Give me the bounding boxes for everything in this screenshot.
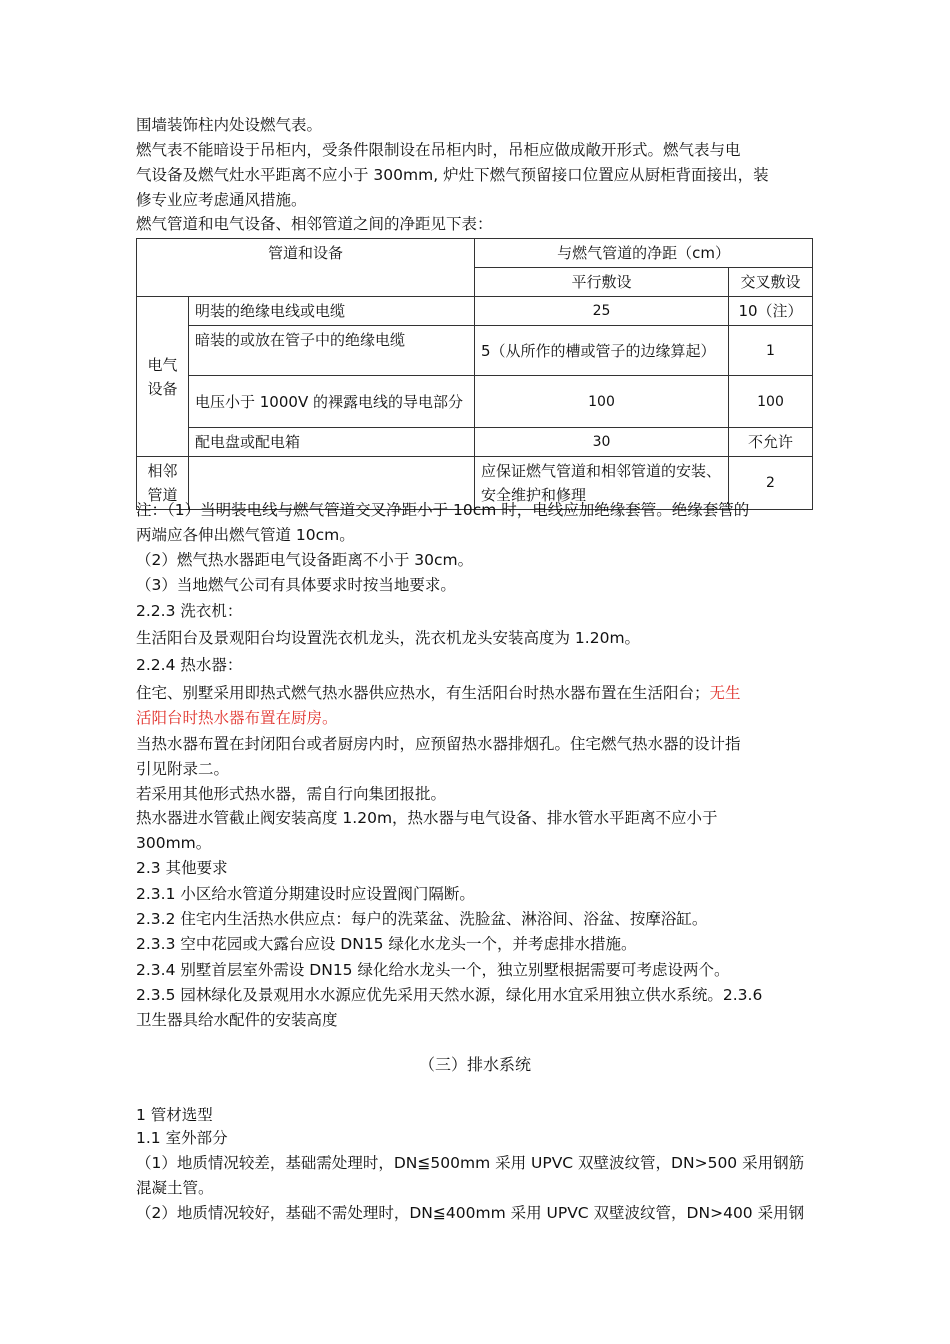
- row-item: 配电盘或配电箱: [189, 428, 475, 457]
- text-highlight-red: 无生: [709, 684, 741, 702]
- note-1a: 注：（1）当明装电线与燃气管道交叉净距小于 10cm 时，电线应加绝缘套管。绝缘套管的: [136, 501, 750, 519]
- section-heading: 2.2.4 热水器：: [136, 656, 243, 674]
- section-heading: 1.1 室外部分: [136, 1129, 228, 1147]
- section-heading: 2.3 其他要求: [136, 859, 228, 877]
- paragraph-line: 混凝土管。: [136, 1179, 214, 1197]
- header-clearance: 与燃气管道的净距（cm）: [475, 239, 813, 268]
- section-heading: 2.2.3 洗衣机：: [136, 602, 243, 620]
- list-item: 2.3.5 园林绿化及景观用水水源应优先采用天然水源，绿化用水宜采用独立供水系统。2.3.6: [136, 986, 763, 1004]
- paragraph-line: 当热水器布置在封闭阳台或者厨房内时，应预留热水器排烟孔。住宅燃气热水器的设计指: [136, 735, 741, 753]
- text-normal: 住宅、别墅采用即热式燃气热水器供应热水，有生活阳台时热水器布置在生活阳台；: [136, 684, 710, 702]
- intro-line-4: 修专业应考虑通风措施。: [136, 191, 307, 209]
- paragraph-line: [136, 681, 741, 705]
- list-item: 2.3.3 空中花园或大露台应设 DN15 绿化水龙头一个，并考虑排水措施。: [136, 935, 637, 953]
- paragraph: 生活阳台及景观阳台均设置洗衣机龙头，洗衣机龙头安装高度为 1.20m。: [136, 629, 641, 647]
- row-parallel: 30: [475, 428, 729, 457]
- intro-line-1: 围墙装饰柱内处设燃气表。: [136, 116, 323, 134]
- chapter-title: （三）排水系统: [418, 1055, 531, 1074]
- paragraph-line: （1）地质情况较差，基础需处理时，DN≦500mm 采用 UPVC 双壁波纹管，DN>500 采用钢筋: [136, 1154, 805, 1172]
- note-1b: 两端应各伸出燃气管道 10cm。: [136, 526, 355, 544]
- row-cross: 1: [729, 326, 813, 376]
- paragraph-line: 热水器进水管截止阀安装高度 1.20m，热水器与电气设备、排水管水平距离不应小于: [136, 809, 718, 827]
- group-electrical: 电气设备: [137, 297, 189, 457]
- list-item: 2.3.1 小区给水管道分期建设时应设置阀门隔断。: [136, 885, 475, 903]
- row-parallel: 25: [475, 297, 729, 326]
- text-highlight-red: 活阳台时热水器布置在厨房。: [136, 709, 338, 727]
- header-cross: 交叉敷设: [729, 268, 813, 297]
- row-item: 暗装的或放在管子中的绝缘电缆: [189, 326, 475, 376]
- table-caption: 燃气管道和电气设备、相邻管道之间的净距见下表：: [136, 215, 493, 233]
- header-parallel: 平行敷设: [475, 268, 729, 297]
- list-item: 2.3.2 住宅内生活热水供应点：每户的洗菜盆、洗脸盆、淋浴间、浴盆、按摩浴缸。: [136, 910, 708, 928]
- list-item: 2.3.4 别墅首层室外需设 DN15 绿化给水龙头一个，独立别墅根据需要可考虑设两个。: [136, 961, 730, 979]
- paragraph-line: 300mm。: [136, 834, 212, 852]
- group-adjacent-pipe: 相邻管道: [137, 457, 189, 510]
- section-heading: 1 管材选型: [136, 1106, 213, 1124]
- clearance-table: [136, 238, 813, 510]
- paragraph-line: 引见附录二。: [136, 760, 230, 778]
- row-item: 电压小于 1000V 的裸露电线的导电部分: [189, 376, 475, 428]
- row-item: 明装的绝缘电线或电缆: [189, 297, 475, 326]
- paragraph-line: 若采用其他形式热水器，需自行向集团报批。: [136, 785, 447, 803]
- note-3: （3）当地燃气公司有具体要求时按当地要求。: [136, 576, 456, 594]
- row-parallel: 5（从所作的槽或管子的边缘算起）: [475, 326, 729, 376]
- intro-line-2: 燃气表不能暗设于吊柜内，受条件限制设在吊柜内时，吊柜应做成敞开形式。燃气表与电: [136, 141, 741, 159]
- note-2: （2）燃气热水器距电气设备距离不小于 30cm。: [136, 551, 474, 569]
- row-cross: 不允许: [729, 428, 813, 457]
- row-cross: 2: [729, 457, 813, 510]
- row-cross: 10（注）: [729, 297, 813, 326]
- header-pipe-equipment: 管道和设备: [137, 239, 475, 297]
- intro-line-3: 气设备及燃气灶水平距离不应小于 300mm, 炉灶下燃气预留接口位置应从厨柜背面接出，装: [136, 166, 769, 184]
- row-parallel: 100: [475, 376, 729, 428]
- list-item: 卫生器具给水配件的安装高度: [136, 1011, 338, 1029]
- paragraph-line: （2）地质情况较好，基础不需处理时，DN≦400mm 采用 UPVC 双壁波纹管，DN>400 采用钢: [136, 1204, 805, 1222]
- row-parallel: 应保证燃气管道和相邻管道的安装、安全维护和修理: [475, 457, 729, 510]
- row-cross: 100: [729, 376, 813, 428]
